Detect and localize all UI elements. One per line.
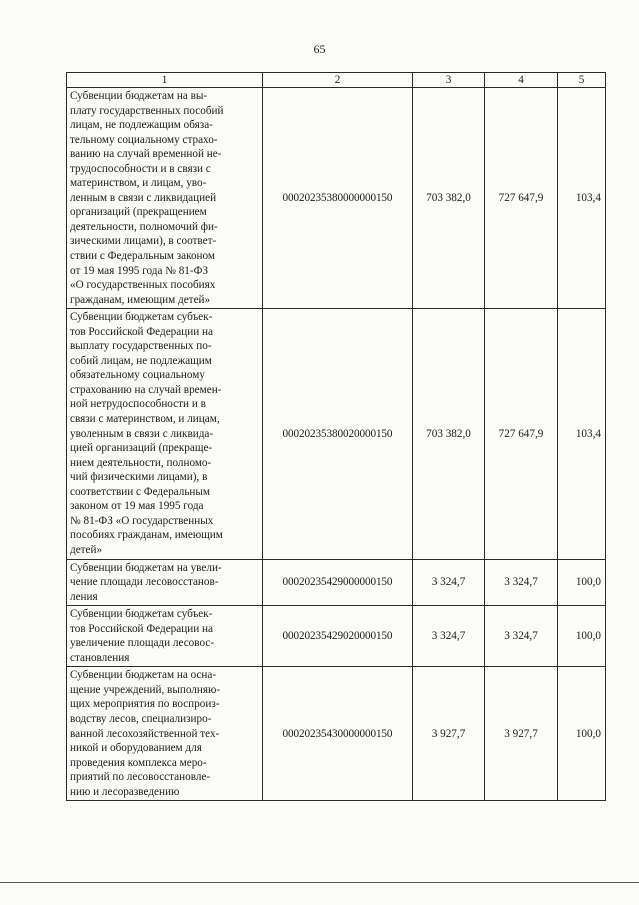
percent-value: 103,4 — [558, 88, 606, 309]
description-line: Субвенции бюджетам на увели- — [70, 561, 222, 574]
value-column-3: 3 324,7 — [413, 606, 485, 667]
value-column-3: 703 382,0 — [413, 309, 485, 559]
description-line: уволенным в связи с ликвида- — [70, 427, 214, 440]
description-line: цией организаций (прекраще- — [70, 442, 213, 455]
value-column-3: 3 927,7 — [413, 667, 485, 801]
header-row — [67, 73, 606, 88]
description-line: связи с материнством, и лицам, — [70, 413, 220, 426]
scan-edge-line — [0, 882, 639, 883]
description-line: никой и оборудованием для — [70, 742, 202, 755]
description-line: ленным в связи с ликвидацией — [70, 191, 217, 204]
description-line: собий лицам, не подлежащим — [70, 354, 212, 367]
value-column-3: 703 382,0 — [413, 88, 485, 309]
budget-code: 00020235430000000150 — [263, 667, 413, 801]
description-line: ванию на случай временной не- — [70, 148, 222, 161]
row-description — [67, 667, 263, 801]
description-line: водству лесов, специализиро- — [70, 712, 212, 725]
description-line: проведения комплекса меро- — [70, 756, 207, 769]
percent-value: 103,4 — [558, 309, 606, 559]
row-description — [67, 606, 263, 667]
description-line: соответствии с Федеральным — [70, 485, 211, 498]
row-description — [67, 559, 263, 606]
table-row — [67, 309, 606, 559]
description-line: тельному социальному страхо- — [70, 133, 218, 146]
description-line: Субвенции бюджетам на вы- — [70, 90, 208, 102]
budget-code: 00020235429000000150 — [263, 559, 413, 606]
description-line: нию и лесоразведению — [70, 785, 180, 798]
value-column-4: 3 324,7 — [485, 559, 558, 606]
description-line: чий физическими лицами), в — [70, 471, 208, 484]
description-line: тов Российской Федерации на — [70, 325, 213, 338]
description-line: выплату государственных по- — [70, 340, 212, 353]
table-row — [67, 559, 606, 606]
description-line: страхованию на случай времен- — [70, 383, 222, 396]
column-header-3: 3 — [413, 73, 485, 88]
description-line: зическими лицами), в соответ- — [70, 235, 217, 248]
description-line: гражданам, имеющим детей» — [70, 293, 211, 306]
budget-code: 00020235429020000150 — [263, 606, 413, 667]
description-line: трудоспособности и в связи с — [70, 162, 211, 175]
description-line: ствии с Федеральным законом — [70, 250, 215, 263]
value-column-4: 3 927,7 — [485, 667, 558, 801]
row-description — [67, 309, 263, 559]
description-line: Субвенции бюджетам субъек- — [70, 608, 213, 621]
column-header-5: 5 — [558, 73, 606, 88]
row-description — [67, 88, 263, 309]
description-line: детей» — [70, 543, 103, 556]
table-row — [67, 606, 606, 667]
page-number: 65 — [313, 42, 326, 56]
description-line: нием деятельности, полномо- — [70, 456, 212, 469]
description-line: ления — [70, 590, 98, 603]
column-header-1: 1 — [67, 73, 263, 88]
description-line: № 81-ФЗ «О государственных — [70, 514, 214, 527]
budget-table — [66, 72, 606, 801]
description-line: щение учреждений, выполняю- — [70, 683, 221, 696]
description-line: обязательному социальному — [70, 369, 205, 382]
percent-value: 100,0 — [558, 559, 606, 606]
value-column-4: 727 647,9 — [485, 88, 558, 309]
description-line: организаций (прекращением — [70, 206, 207, 219]
value-column-3: 3 324,7 — [413, 559, 485, 606]
description-line: приятий по лесовосстановле- — [70, 771, 211, 784]
column-header-2: 2 — [263, 73, 413, 88]
budget-code: 00020235380000000150 — [263, 88, 413, 309]
percent-value: 100,0 — [558, 606, 606, 667]
description-line: ванной лесохозяйственной тех- — [70, 727, 220, 740]
table-row — [67, 667, 606, 801]
description-line: тов Российской Федерации на — [70, 622, 213, 635]
description-line: пособиях гражданам, имеющим — [70, 529, 223, 542]
description-line: Субвенции бюджетам субъек- — [70, 311, 213, 324]
description-line: становления — [70, 651, 130, 664]
description-line: «О государственных пособиях — [70, 279, 216, 292]
description-line: увеличение площади лесовос- — [70, 637, 215, 650]
value-column-4: 727 647,9 — [485, 309, 558, 559]
value-column-4: 3 324,7 — [485, 606, 558, 667]
description-line: материнством, и лицам, уво- — [70, 177, 207, 190]
description-line: плату государственных пособий — [70, 104, 224, 117]
budget-code: 00020235380020000150 — [263, 309, 413, 559]
description-line: деятельности, полномочий фи- — [70, 220, 218, 233]
column-header-4: 4 — [485, 73, 558, 88]
description-line: Субвенции бюджетам на осна- — [70, 669, 217, 682]
description-line: от 19 мая 1995 года № 81-ФЗ — [70, 264, 209, 277]
description-line: чение площади лесовосстанов- — [70, 576, 219, 589]
description-line: ной нетрудоспособности и в — [70, 398, 206, 411]
description-line: щих мероприятия по воспроиз- — [70, 698, 220, 711]
description-line: лицам, не подлежащим обяза- — [70, 119, 213, 132]
percent-value: 100,0 — [558, 667, 606, 801]
description-line: законом от 19 мая 1995 года — [70, 500, 204, 513]
table-row — [67, 88, 606, 309]
